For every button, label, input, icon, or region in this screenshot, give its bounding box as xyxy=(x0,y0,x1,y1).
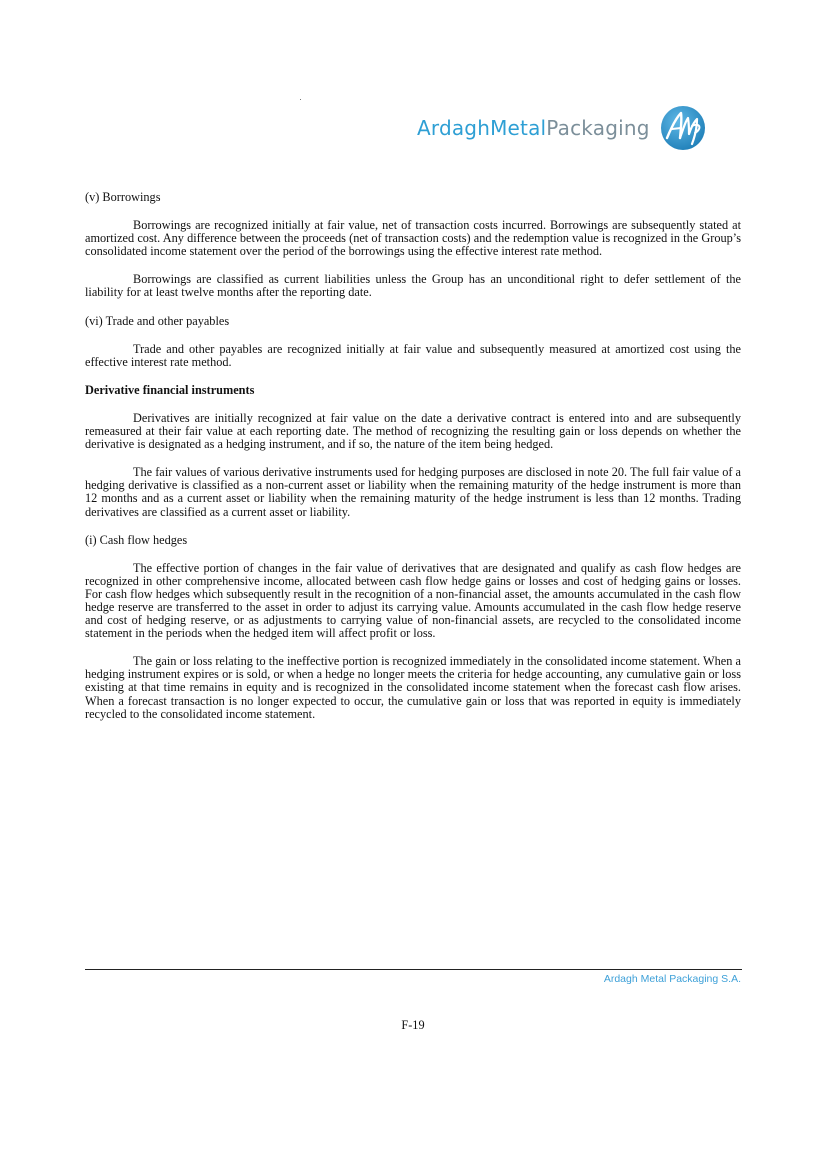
footer-company-name: Ardagh Metal Packaging S.A. xyxy=(603,973,741,985)
page-number: F-19 xyxy=(401,1018,425,1032)
paragraph-borrowings-2: Borrowings are classified as current liabilities unless the Group has an unconditional right to defer settlement of the liability for at least twelve months after the reporting date. xyxy=(85,272,741,300)
ardagh-metal-packaging-logo xyxy=(417,104,707,152)
heading-derivative-financial-instruments: Derivative financial instruments xyxy=(85,382,255,397)
paragraph-derivatives-1: Derivatives are initially recognized at fair value on the date a derivative contract is entered into and are subsequently remeasured at their fair value at each reporting date. The method of recognizing the resulting gain or loss depends on whether the derivative is designated as a hedging instrument, and if so, the nature of the item being hedged. xyxy=(85,410,741,452)
logo-wordmark xyxy=(417,118,650,138)
heading-cash-flow-hedges: (i) Cash flow hedges xyxy=(85,532,188,547)
paragraph-borrowings-1: Borrowings are recognized initially at fair value, net of transaction costs incurred. Borrowings are subsequently stated at amortized cost. Any difference between the proceeds (net of transaction costs) and the redemption value is recognized in the Group’s consolidated income statement over the period of the borrowings using the effective interest rate method. xyxy=(85,218,741,259)
footer-divider xyxy=(85,969,742,970)
paragraph-trade-payables: Trade and other payables are recognized initially at fair value and subsequently measured at amortized cost using the effective interest rate method. xyxy=(85,341,741,369)
logo-word-metal: Metal xyxy=(490,116,547,140)
stray-dot xyxy=(300,99,301,100)
heading-borrowings: (v) Borrowings xyxy=(85,190,161,204)
paragraph-derivatives-2: The fair values of various derivative instruments used for hedging purposes are disclosed in note 20. The full fair value of a hedging derivative is classified as a non-current asset or liability when the remaining maturity of the hedge instrument is more than 12 months and as a current asset or liability when the remaining maturity of the hedge instrument is less than 12 months. Trading derivatives are classified as a current asset or liability. xyxy=(85,465,741,519)
amp-monogram-circle-icon xyxy=(659,104,707,152)
logo-word-packaging: Packaging xyxy=(546,116,650,140)
paragraph-cash-flow-hedges-2: The gain or loss relating to the ineffective portion is recognized immediately in the consolidated income statement. When a hedging instrument expires or is sold, or when a hedge no longer meets the criteria for hedge accounting, any cumulative gain or loss existing at that time remains in equity and is recognized in the consolidated income statement when the forecast cash flow arises. When a forecast transaction is no longer expected to occur, the cumulative gain or loss that was reported in equity is immediately recycled to the consolidated income statement. xyxy=(85,654,741,721)
heading-trade-payables: (vi) Trade and other payables xyxy=(85,313,230,328)
logo-word-ardagh: Ardagh xyxy=(417,116,491,140)
document-body xyxy=(85,191,741,721)
paragraph-cash-flow-hedges-1: The effective portion of changes in the fair value of derivatives that are designated and qualify as cash flow hedges are recognized in other comprehensive income, allocated between cash flow hedge gains or losses and cost of hedging gains or losses. For cash flow hedges which subsequently result in the recognition of a non-financial asset, the amounts accumulated in the cash flow hedge reserve are transferred to the asset in order to adjust its carrying value. Amounts accumulated in the cash flow hedge reserve and cost of hedging reserve, or as adjustments to carrying value of non-financial assets, are recycled to the consolidated income statement in the periods when the hedged item will affect profit or loss. xyxy=(85,560,741,641)
